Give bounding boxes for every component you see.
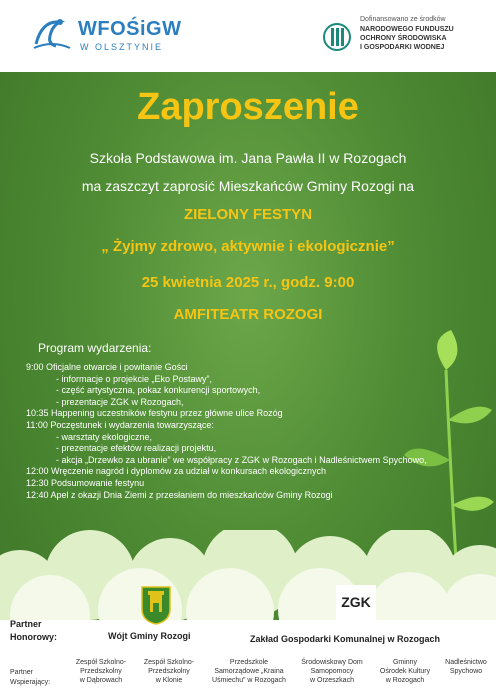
school-line: Szkoła Podstawowa im. Jana Pawła II w Rozogach — [89, 150, 407, 166]
program-item: - prezentacje efektów realizacji projektu, — [56, 443, 217, 454]
invite-line: ma zaszczyt zaprosić Mieszkańców Gminy Rozogi na — [81, 178, 415, 194]
partner-honorowy-line1: Partner — [10, 619, 42, 629]
nfosigw-emblem-icon — [322, 22, 352, 52]
supporter-line: w Orzeszkach — [310, 677, 354, 684]
wave-logo-icon — [32, 14, 72, 52]
supporter-item — [206, 658, 292, 685]
supporter-line: Zespół Szkolno- — [143, 659, 195, 666]
supporter-item — [66, 658, 136, 685]
supporter-line: Samorządowe „Kraina — [214, 668, 284, 675]
nfosigw-logo — [322, 14, 492, 58]
program-item: - prezentacje ZGK w Rozogach, — [56, 396, 184, 407]
partner-wspierajacy-label — [10, 668, 50, 688]
supporter-item — [134, 658, 204, 685]
supporter-line: w Klonie — [155, 677, 183, 684]
supporter-line: Uśmiechu” w Rozogach — [212, 677, 286, 684]
program-item: - część artystyczna, pokaz konkurencji sportowych, — [56, 385, 261, 396]
wfosigw-name: WFOŚiGW — [78, 18, 182, 40]
wojt-gminy: Wójt Gminy Rozogi — [108, 631, 191, 641]
program-list — [26, 362, 427, 501]
zgk-logo-icon — [336, 585, 376, 621]
event-date: 25 kwietnia 2025 r., godz. 9:00 — [141, 274, 355, 291]
zgk-name: Zakład Gospodarki Komunalnej w Rozogach — [250, 634, 441, 644]
supporter-line: Środowiskowy Dom — [301, 659, 363, 666]
supporter-line: Zespół Szkolno- — [75, 659, 127, 666]
program-item: - informacje o projekcie „Eko Postawy”, — [56, 373, 213, 384]
supporter-line: Ośrodek Kultury — [379, 668, 431, 675]
program-item: 9:00 Oficjalne otwarcie i powitanie Gości — [26, 362, 188, 372]
supporter-line: Przedszkole — [229, 659, 269, 666]
wfosigw-sub: W OLSZTYNIE — [80, 42, 164, 52]
supporter-item — [294, 658, 370, 685]
funding-note: Dofinansowano ze środków — [360, 16, 446, 23]
supporter-line: Samopomocy — [310, 668, 354, 675]
invitation-title: Zaproszenie — [137, 86, 359, 128]
zgk-logo-text: ZGK — [341, 594, 371, 610]
program-item: 10:35 Happening uczestników festynu przez główne ulice Rozóg — [26, 408, 283, 419]
supporter-line: w Rozogach — [385, 677, 425, 684]
program-item: 12:30 Podsumowanie festynu — [26, 477, 145, 488]
partner-wsp-line1: Partner — [10, 669, 33, 676]
program-item: - akcja „Drzewko za ubranie” we współpracy z ZGK w Rozogach i Nadleśnictwem Spychowo, — [56, 454, 427, 465]
supporter-line: w Dąbrowach — [79, 677, 123, 684]
supporter-item — [372, 658, 438, 685]
program-item: 12:00 Wręczenie nagród i dyplomów za udział w konkursach ekologicznych — [26, 466, 326, 477]
supporter-line: Spychowo — [449, 668, 483, 675]
event-slogan: „ Żyjmy zdrowo, aktywnie i ekologicznie” — [101, 238, 395, 255]
gmina-rozogi-crest-icon — [140, 585, 172, 625]
supporter-line: Nadleśnictwo — [445, 659, 487, 666]
header — [0, 0, 496, 72]
supporter-item — [438, 658, 494, 676]
program-heading: Program wydarzenia: — [38, 341, 152, 355]
program-item: - warsztaty ekologiczne, — [56, 431, 153, 442]
program-item: 11:00 Poczęstunek i wydarzenia towarzyszące: — [26, 419, 214, 430]
supporter-line: Gminny — [392, 659, 418, 666]
supporter-line: Przedszkolny — [80, 668, 122, 675]
fund-line-2: OCHRONY ŚRODOWISKA — [360, 35, 447, 42]
partner-honorowy-label — [10, 618, 57, 644]
fund-line-3: I GOSPODARKI WODNEJ — [360, 44, 445, 51]
partner-honorowy-line2: Honorowy: — [10, 632, 57, 642]
program-item: 12:40 Apel z okazji Dnia Ziemi z przesłaniem do mieszkańców Gminy Rozogi — [26, 489, 333, 500]
event-place: AMFITEATR ROZOGI — [173, 306, 323, 323]
fund-line-1: NARODOWEGO FUNDUSZU — [360, 26, 454, 33]
wfosigw-logo — [32, 12, 182, 58]
supporter-line: Przedszkolny — [148, 668, 190, 675]
event-name: ZIELONY FESTYN — [183, 206, 313, 223]
partner-wsp-line2: Wspierający: — [10, 679, 51, 686]
